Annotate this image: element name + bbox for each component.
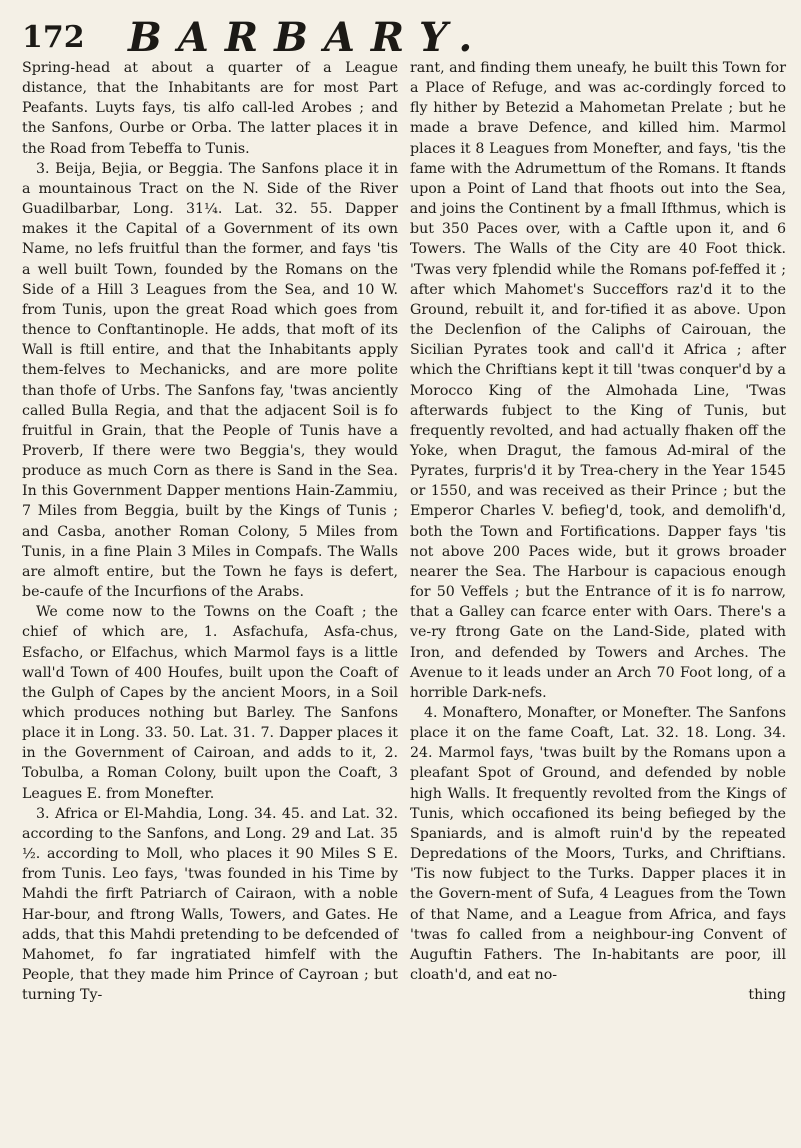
- paragraph: 4. Monaftero, Monafter, or Monefter. The Sanfons place it on the fame Coaft, Lat. 32. 18. Long. 34. 24. Marmol fays, 'twas built by the Romans upon a pleafant Spot of Ground, and defended by noble high Walls. It frequently revolted from the Kings of Tunis, which occafioned its being befieged by the Spaniards, and is almoft ruin'd by the repeated Depredations of the Moors, Turks, and Chriftians. 'Tis now fubject to the Turks. Dapper places it in the Govern-ment of Sufa, 4 Leagues from the Town of that Name, and a League from Africa, and fays 'twas fo called from a neighbour-ing Convent of Auguftin Fathers. The In-habitants are poor, ill cloath'd, and eat no-: [410, 705, 786, 984]
- page-header: [0, 14, 801, 62]
- paragraph: 3. Africa or El-Mahdia, Long. 34. 45. and Lat. 32. according to the Sanfons, and Long. 29 and Lat. 35 ½. according to Moll, who places it 90 Miles S E. from Tunis. Leo fays, 'twas founded in his Time by Mahdi the firft Patriarch of Cairaon, with a noble Har-bour, and ftrong Walls, Towers, and Gates. He adds, that this Mahdi pretending to be defcended of Mahomet, fo far ingratiated himfelf with the People, that they made him Prince of Cayroan ; but turning Ty-: [22, 805, 398, 1004]
- paragraph: We come now to the Towns on the Coaft ; the chief of which are, 1. Asfachufa, Asfa-chus, Esfacho, or Elfachus, which Marmol fays is a little wall'd Town of 400 Houfes, built upon the Coaft of the Gulph of Capes by the ancient Moors, in a Soil which produces nothing but Barley. The Sanfons place it in Long. 33. 50. Lat. 31. 7. Dapper places it in the Government of Cairoan, and adds to it, 2. Tobulba, a Roman Colony, built upon the Coaft, 3 Leagues E. from Monefter.: [22, 604, 398, 802]
- running-head: BARBARY.: [128, 14, 489, 61]
- paragraph: rant, and finding them uneafy, he built this Town for a Place of Refuge, and was ac-cordingly forced to fly hither by Betezid a Mahometan Prelate ; but he made a brave Defence, and killed him. Marmol places it 8 Leagues from Monefter, and fays, 'tis the fame with the Adrumettum of the Romans. It ftands upon a Point of Land that fhoots out into the Sea, and joins the Continent by a fmall Ifthmus, which is but 350 Paces over, with a Caftle upon it, and 6 Towers. The Walls of the City are 40 Foot thick. 'Twas very fplendid while the Romans pof-feffed it ; after which Mahomet's Succeffors raz'd it to the Ground, rebuilt it, and for-tified it as above. Upon the Declenfion of the Caliphs of Cairouan, the Sicilian Pyrates took and call'd it Africa ; after which the Chriftians kept it till 'twas conquer'd by a Morocco King of the Almohada Line, 'Twas afterwards fubject to the King of Tunis, but frequently revolted, and had actually fhaken off the Yoke, when Dragut, the famous Ad-miral of the Pyrates, furpris'd it by Trea-chery in the Year 1545 or 1550, and was received as their Prince ; but the Emperor Charles V. befieg'd, took, and demolifh'd, both the Town and Fortifications. Dapper fays 'tis not above 200 Paces wide, but it grows broader nearer the Sea. The Harbour is capacious enough for 50 Veffels ; but the Entrance of it is fo narrow, that a Galley can fcarce enter with Oars. There's a ve-ry ftrong Gate on the Land-Side, plated with Iron, and defended by Towers and Arches. The Avenue to it leads under an Arch 70 Foot long, of a horrible Dark-nefs.: [410, 60, 786, 701]
- page-number: 172: [22, 20, 85, 55]
- paragraph: 3. Beija, Bejia, or Beggia. The Sanfons place it in a mountainous Tract on the N. Side of the River Guadilbarbar, Long. 31¼. Lat. 32. 55. Dapper makes it the Capital of a Government of its own Name, no lefs fruitful than the former, and fays 'tis a well built Town, founded by the Romans on the Side of a Hill 3 Leagues from the Sea, and 10 W. from Tunis, upon the great Road which goes from thence to Conftantinople. He adds, that moft of its Wall is ftill entire, and that the Inhabitants apply them-felves to Mechanicks, and are more polite than thofe of Urbs. The Sanfons fay, 'twas anciently called Bulla Regia, and that the adjacent Soil is fo fruitful in Grain, that the People of Tunis have a Proverb, If there were two Beggia's, they would produce as much Corn as there is Sand in the Sea. In this Government Dapper mentions Hain-Zammiu, 7 Miles from Beggia, built by the Kings of Tunis ; and Casba, another Roman Colony, 5 Miles from Tunis, in a fine Plain 3 Miles in Compafs. The Walls are almoft entire, but the Town he fays is defert, be-caufe of the Incurfions of the Arabs.: [22, 160, 398, 601]
- paragraph: Spring-head at about a quarter of a League distance, that the Inhabitants are for most Part Peafants. Luyts fays, tis alfo call-led Arobes ; and the Sanfons, Ourbe or Orba. The latter places it in the Road from Tebeffa to Tunis.: [22, 60, 398, 157]
- left-column: [22, 58, 398, 1005]
- catchword: thing: [748, 987, 786, 1004]
- right-column: [410, 58, 786, 1005]
